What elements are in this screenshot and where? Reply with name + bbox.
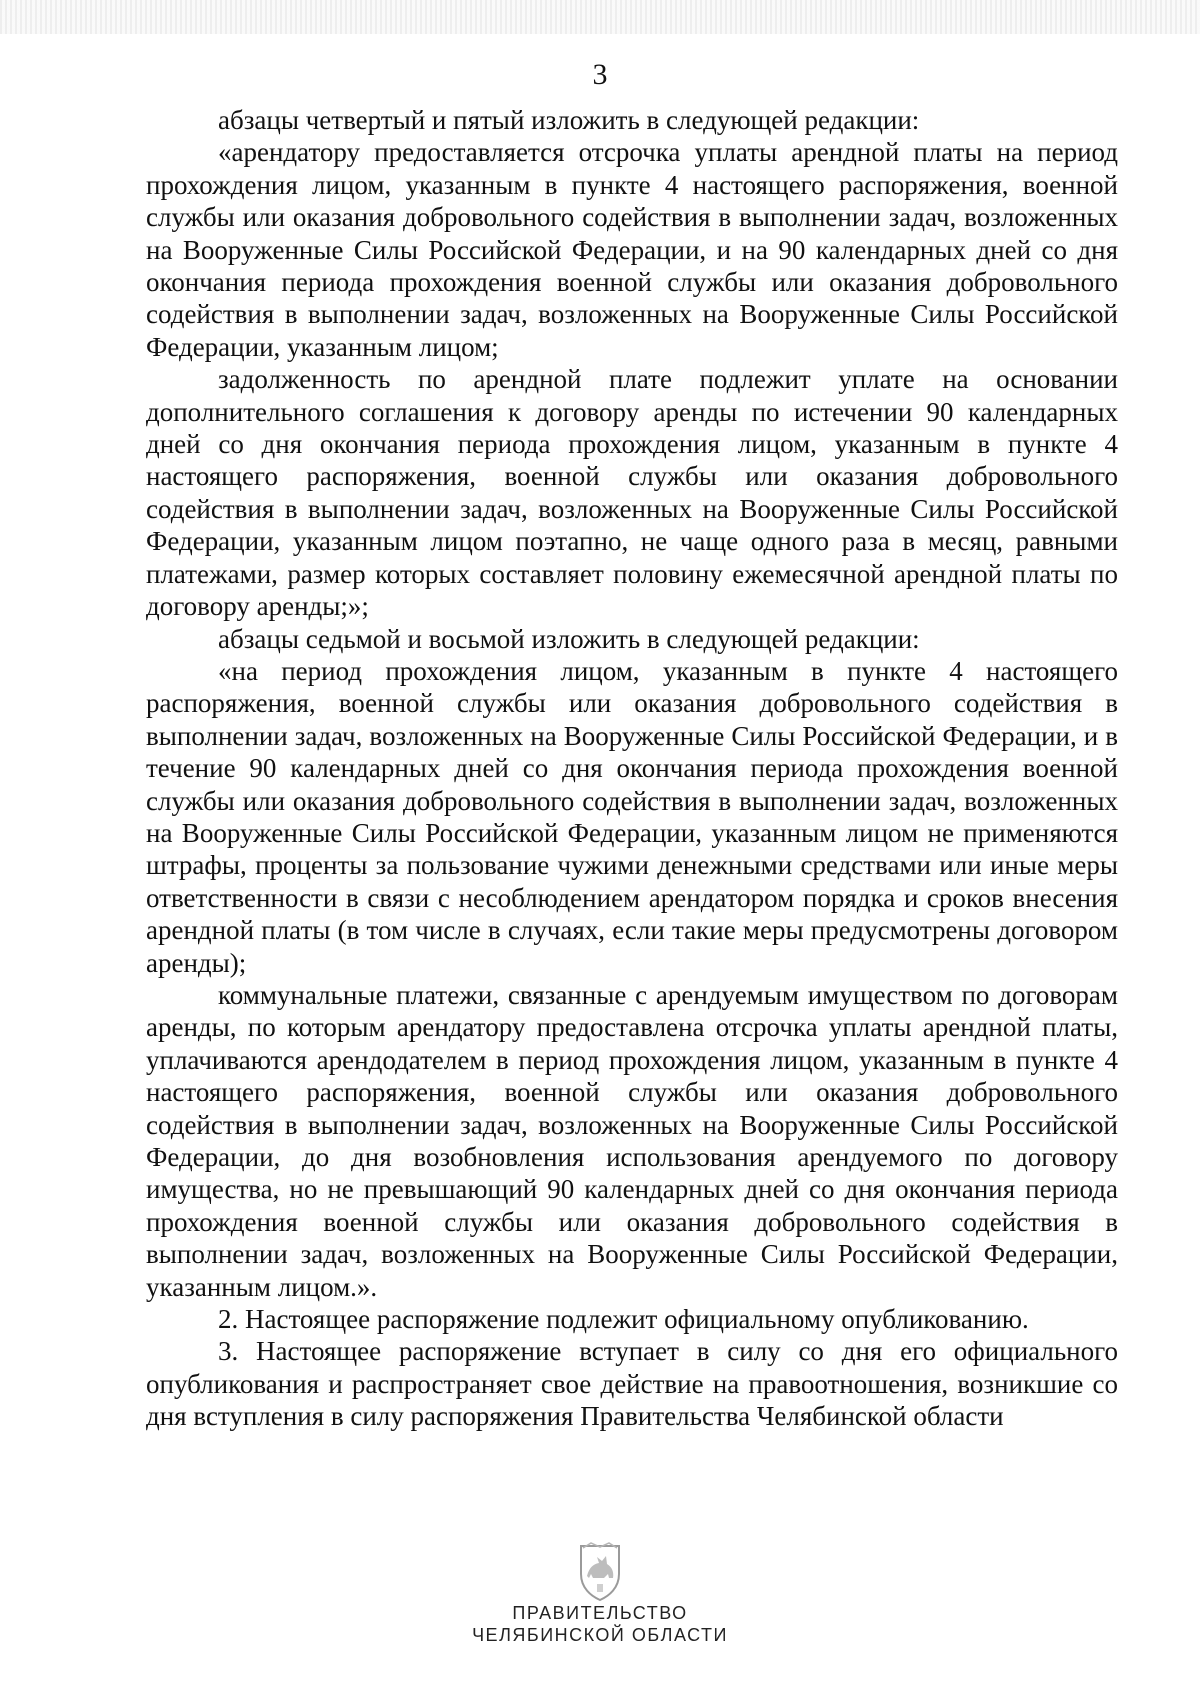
chelyabinsk-coat-of-arms-icon [573,1540,627,1602]
paragraph: 3. Настоящее распоряжение вступает в силу со дня его официального опубликования и распространяет свое действие на правоотношения, возникшие со дня вступления в силу распоряжения Правительства Челябинской области [146,1336,1118,1432]
document-body [146,104,1118,1433]
paragraph: коммунальные платежи, связанные с арендуемым имуществом по договорам аренды, по которым арендатору предоставлена отсрочка уплаты арендной платы, уплачиваются арендодателем в период прохождения лицом, указанным в пункте 4 настоящего распоряжения, военной службы или оказания добровольного содействия в выполнении задач, возложенных на Вооруженные Силы Российской Федерации, до дня возобновления использования арендуемого по договору имущества, но не превышающий 90 календарных дней со дня окончания периода прохождения военной службы или оказания добровольного содействия в выполнении задач, возложенных на Вооруженные Силы Российской Федерации, указанным лицом.». [146,979,1118,1302]
paragraph: 2. Настоящее распоряжение подлежит официальному опубликованию. [218,1304,1029,1335]
paragraph: абзацы четвертый и пятый изложить в следующей редакции: [218,105,920,135]
government-seal [470,1540,730,1646]
seal-line-1: ПРАВИТЕЛЬСТВО [512,1603,688,1623]
paragraph: задолженность по арендной плате подлежит уплате на основании дополнительного соглашения к договору аренды по истечении 90 календарных дней со дня окончания периода прохождения лицом, указанным в пункте 4 настоящего распоряжения, военной службы или оказания добровольного содействия в выполнении задач, возложенных на Вооруженные Силы Российской Федерации, указанным лицом поэтапно, не чаще одного раза в месяц, равными платежами, размер которых составляет половину ежемесячной арендной платы по договору аренды;»; [146,364,1118,622]
paragraph: абзацы седьмой и восьмой изложить в следующей редакции: [218,623,920,654]
scan-edge-noise [0,0,1200,34]
paragraph: «на период прохождения лицом, указанным в пункте 4 настоящего распоряжения, военной службы или оказания добровольного содействия в выполнении задач, возложенных на Вооруженные Силы Российской Федерации, и в течение 90 календарных дней со дня окончания периода прохождения военной службы или оказания добровольного содействия в выполнении задач, возложенных на Вооруженные Силы Российской Федерации, указанным лицом не применяются штрафы, проценты за пользование чужими денежными средствами или иные меры ответственности в связи с несоблюдением арендатором порядка и сроков внесения арендной платы (в том числе в случаях, если такие меры предусмотрены договором аренды); [146,655,1118,978]
seal-line-2: ЧЕЛЯБИНСКОЙ ОБЛАСТИ [472,1625,728,1645]
paragraph: «арендатору предоставляется отсрочка уплаты арендной платы на период прохождения лицом, указанным в пункте 4 настоящего распоряжения, военной службы или оказания добровольного содействия в выполнении задач, возложенных на Вооруженные Силы Российской Федерации, и на 90 календарных дней со дня окончания периода прохождения военной службы или оказания добровольного содействия в выполнении задач, возложенных на Вооруженные Силы Российской Федерации, указанным лицом; [146,137,1118,362]
page-number: 3 [592,58,608,91]
